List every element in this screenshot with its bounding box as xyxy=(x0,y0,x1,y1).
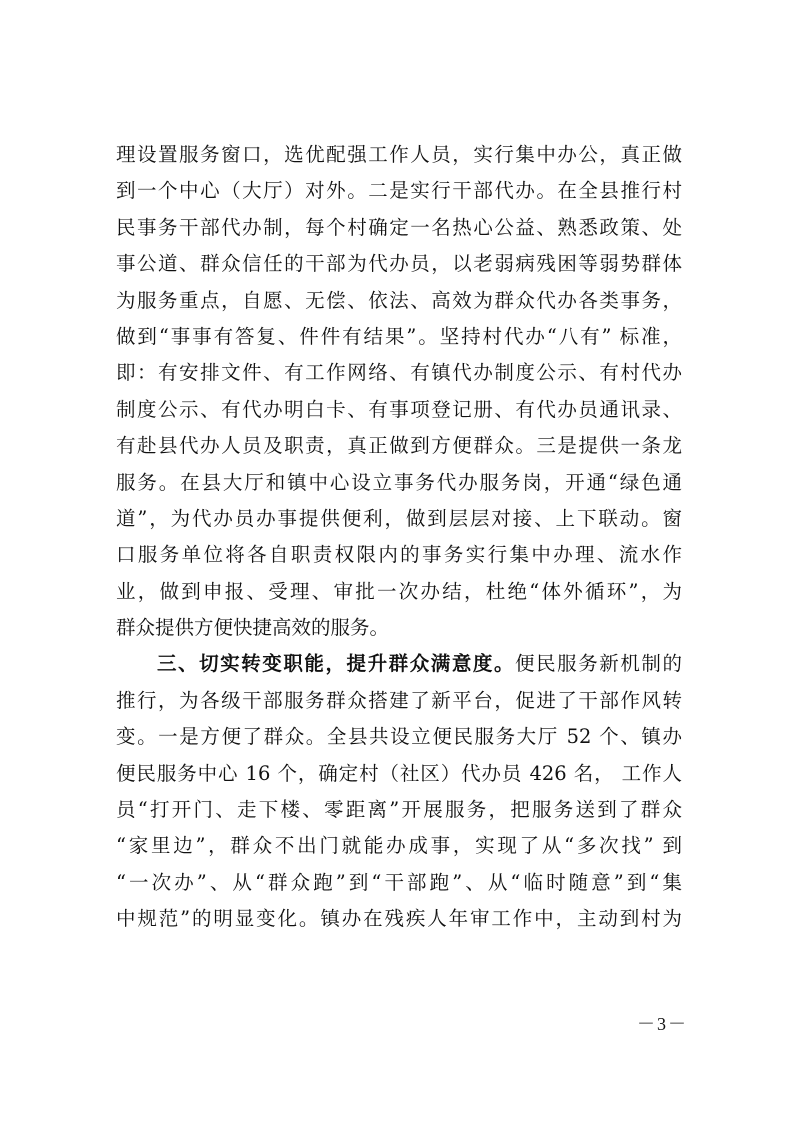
section-3-first-line xyxy=(116,646,682,682)
text-line: 到一个中心（大厅）对外。二是实行干部代办。在全县推行村 xyxy=(116,179,682,203)
text-line: 变。一是方便了群众。全县共设立便民服务大厅 52 个、镇办 xyxy=(116,725,682,749)
text-line: 口服务单位将各自职责权限内的事务实行集中办理、流水作 xyxy=(116,543,682,567)
text-line: 道”，为代办员办事提供便利，做到层层对接、上下联动。窗 xyxy=(116,506,682,530)
text-line: 事公道、群众信任的干部为代办员，以老弱病残困等弱势群体 xyxy=(116,252,682,276)
text-line: 理设置服务窗口，选优配强工作人员，实行集中办公，真正做 xyxy=(116,143,682,166)
text-line: 民事务干部代办制，每个村确定一名热心公益、熟悉政策、处 xyxy=(116,215,682,239)
text-line: 为服务重点，自愿、无偿、依法、高效为群众代办各类事务， xyxy=(116,288,682,312)
text-line: 业，做到申报、受理、审批一次办结，杜绝“体外循环”，为 xyxy=(116,579,682,603)
section-3-heading: 三、切实转变职能，提升群众满意度。 xyxy=(157,652,516,676)
body-text xyxy=(116,137,682,938)
text-line: 中规范”的明显变化。镇办在残疾人年审工作中，主动到村为 xyxy=(116,907,682,931)
text-line: 便民服务中心 16 个，确定村（社区）代办员 426 名， 工作人 xyxy=(116,761,682,785)
page-number: －3－ xyxy=(637,1014,688,1034)
text-line: “家里边”，群众不出门就能办成事，实现了从“多次找” 到 xyxy=(116,834,682,858)
text-line: 即：有安排文件、有工作网络、有镇代办制度公示、有村代办 xyxy=(116,361,682,385)
text-line: 推行，为各级干部服务群众搭建了新平台，促进了干部作风转 xyxy=(116,688,682,712)
text-line: 群众提供方便快捷高效的服务。 xyxy=(116,616,390,640)
text-line: 做到“事事有答复、件件有结果”。坚持村代办“八有” 标准， xyxy=(116,324,682,348)
text-line: “一次办”、从“群众跑”到“干部跑”、从“临时随意”到“集 xyxy=(116,870,682,894)
text-line: 服务。在县大厅和镇中心设立事务代办服务岗，开通“绿色通 xyxy=(116,470,682,494)
section-3-first-line-rest: 便民服务新机制的 xyxy=(515,652,682,676)
text-line: 制度公示、有代办明白卡、有事项登记册、有代办员通讯录、 xyxy=(116,397,682,421)
text-line: 员“打开门、走下楼、零距离”开展服务，把服务送到了群众 xyxy=(116,798,682,822)
text-line: 有赴县代办人员及职责，真正做到方便群众。三是提供一条龙 xyxy=(116,434,682,458)
